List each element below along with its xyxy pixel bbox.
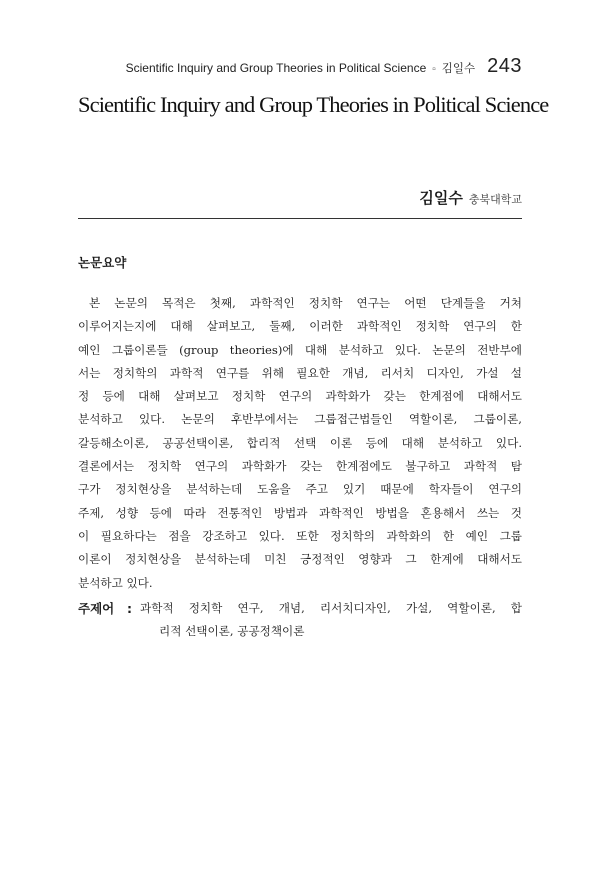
running-head bbox=[126, 55, 522, 78]
abstract-line: 서는 정치학의 과학적 연구를 위해 필요한 개념, 리서치 디자인, 가설 설 bbox=[78, 365, 522, 380]
abstract-line: 결론에서는 정치학 연구의 과학화가 갖는 한계점에도 불구하고 과학적 탐 bbox=[78, 459, 522, 474]
abstract-line: 구가 정치현상을 분석하는데 도움을 주고 있기 때문에 학자들이 연구의 bbox=[78, 482, 522, 497]
abstract-heading: 논문요약 bbox=[78, 255, 127, 270]
byline bbox=[419, 187, 522, 208]
author-affiliation: 충북대학교 bbox=[468, 193, 522, 206]
abstract-line: 이루어지는지에 대해 살펴보고, 둘째, 이러한 과학적인 정치학 연구의 한 bbox=[78, 319, 522, 334]
keywords-label: 주제어 bbox=[78, 601, 115, 616]
abstract-line: 분석하고 있다. bbox=[78, 575, 153, 590]
abstract-line: 이론이 정치현상을 분석하는데 미친 긍정적인 영향과 그 한계에 대해서도 bbox=[78, 552, 522, 567]
author-name: 김일수 bbox=[419, 189, 463, 207]
keywords-list bbox=[140, 597, 522, 644]
abstract-line: 예인 그룹이론들 (group theories)에 대해 분석하고 있다. 논문의 전반부에 bbox=[78, 342, 522, 357]
abstract-line: 주제, 성향 등에 따라 전통적인 방법과 과학적인 방법을 혼용해서 쓰는 것 bbox=[78, 505, 522, 520]
abstract-body bbox=[78, 292, 522, 595]
abstract-line: 본 논문의 목적은 첫째, 과학적인 정치학 연구는 어떤 단계들을 거쳐 bbox=[89, 296, 522, 310]
abstract-line: 이 필요하다는 점을 강조하고 있다. 또한 정치학의 과학화의 한 예인 그룹 bbox=[78, 528, 522, 543]
running-head-separator: ▫ bbox=[432, 64, 436, 75]
header-divider bbox=[78, 218, 522, 219]
page-number: 243 bbox=[487, 55, 522, 77]
abstract-line: 정 등에 대해 살펴보고 정치학 연구의 과학화가 갖는 한계점에 대해서도 bbox=[78, 389, 522, 404]
running-head-author: 김일수 bbox=[441, 61, 476, 75]
keywords-line: 과학적 정치학 연구, 개념, 리서치디자인, 가설, 역할이론, 합 bbox=[140, 601, 522, 615]
keywords-line: 리적 선택이론, 공공정책이론 bbox=[159, 624, 305, 639]
abstract-line: 갈등해소이론, 공공선택이론, 합리적 선택 이론 등에 대해 분석하고 있다. bbox=[78, 435, 522, 450]
paper-title: Scientific Inquiry and Group Theories in Political Science bbox=[78, 92, 549, 117]
keywords-colon: : bbox=[127, 601, 132, 616]
running-head-title: Scientific Inquiry and Group Theories in Political Science bbox=[125, 61, 427, 75]
abstract-line: 분석하고 있다. 논문의 후반부에서는 그룹접근법들인 역할이론, 그룹이론, bbox=[78, 412, 522, 427]
